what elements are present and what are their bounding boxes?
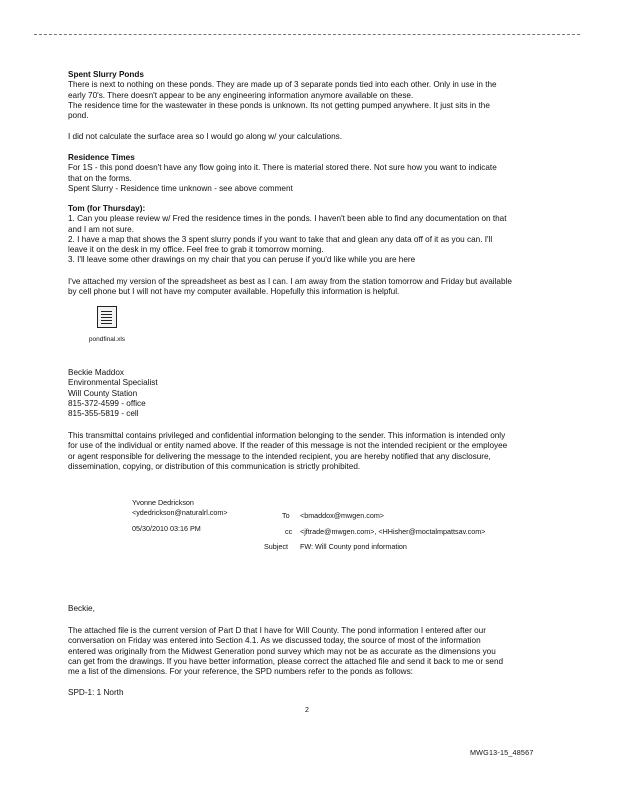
body-line: There is next to nothing on these ponds. They are made up of 3 separate ponds tied into each other. Only in use in the — [68, 80, 497, 90]
body-line: 2. I have a map that shows the 3 spent slurry ponds if you want to take that and glean any data off of it as you can. I'll — [68, 234, 493, 244]
sender-name: Yvonne Dedrickson — [132, 498, 194, 507]
signature-line: 815-355-5819 - cell — [68, 409, 139, 419]
signature-line: Environmental Specialist — [68, 378, 158, 388]
section-heading: Spent Slurry Ponds — [68, 70, 144, 79]
signature-line: 815-372-4599 - office — [68, 398, 146, 408]
body-line: pond. — [68, 111, 89, 121]
body-line: and I am not sure. — [68, 224, 134, 234]
body-line: entered was originally from the Midwest Generation pond survey which may not be as accurate as the dimensions you — [68, 646, 496, 656]
to-value[interactable]: <bmaddox@mwgen.com> — [300, 511, 385, 520]
section-heading: Residence Times — [68, 153, 135, 162]
spd-line: SPD-1: 1 North — [68, 688, 124, 697]
sent-datetime: 05/30/2010 03:16 PM — [132, 524, 201, 533]
residence-times-section — [68, 153, 548, 194]
body-line: can get from the drawings. If you have better information, please correct the attached file and send it back to me or send — [68, 656, 504, 666]
body-line: me a list of the dimensions. For your reference, the SPD numbers refer to the ponds as follows: — [68, 667, 413, 677]
body-line: 1. Can you please review w/ Fred the residence times in the ponds. I haven't been able to find any documentation on that — [68, 214, 507, 224]
disclaimer-line: or agent responsible for delivering the message to the intended recipient, you are hereby notified that any disclosure, — [68, 451, 491, 461]
body-line: The attached file is the current version of Part D that I have for Will County. The pond information I entered after our — [68, 626, 486, 635]
spreadsheet-file-icon[interactable] — [97, 306, 117, 328]
sender-email[interactable]: <ydedrickson@naturalrl.com> — [132, 508, 228, 517]
page-number: 2 — [305, 707, 309, 714]
attachment-filename[interactable]: pondfinal.xls — [88, 336, 126, 343]
body-line: The residence time for the wastewater in these ponds is unknown. Its not getting pumped anywhere. It just sits in the — [68, 100, 490, 110]
body-line: Spent Slurry - Residence time unknown - see above comment — [68, 183, 293, 193]
subject-value: FW: Will County pond information — [300, 542, 407, 551]
attachment[interactable] — [82, 306, 132, 344]
signature-line: Will County Station — [68, 388, 138, 398]
scan-artifact-line — [34, 34, 580, 41]
body-line: I've attached my version of the spreadsheet as best as I can. I am away from the station tomorrow and Friday but available — [68, 277, 512, 286]
body-line: I did not calculate the surface area so I would go along w/ your calculations. — [68, 132, 342, 141]
reply-greeting — [68, 604, 548, 614]
disclaimer-line: dissemination, copying, or distribution of this communication is strictly prohibited. — [68, 461, 361, 471]
cc-label: cc — [285, 527, 293, 536]
to-label: To — [282, 511, 290, 520]
tom-section — [68, 204, 548, 266]
section-heading: Tom (for Thursday): — [68, 204, 146, 213]
subject-label: Subject — [264, 542, 288, 551]
reply-body — [68, 626, 548, 677]
body-line: early 70's. There doesn't appear to be any engineering information anymore available on these. — [68, 90, 414, 100]
body-line: 3. I'll leave some other drawings on my chair that you can peruse if you'd like while you are here — [68, 255, 416, 265]
greeting-line: Beckie, — [68, 604, 95, 613]
body-line: that on the forms. — [68, 173, 132, 183]
spreadsheet-note — [68, 277, 548, 298]
body-line: conversation on Friday was entered into Section 4.1. As we discussed today, the source of most of the information — [68, 636, 481, 646]
calculation-note — [68, 132, 548, 142]
spd-list — [68, 688, 548, 698]
signature-line: Beckie Maddox — [68, 368, 124, 377]
cc-value[interactable]: <jftrade@mwgen.com>, <HHisher@moctalmpattsav.com> — [300, 527, 486, 536]
body-line: For 1S - this pond doesn't have any flow going into it. There is material stored there. Not sure how you want to indicate — [68, 163, 497, 173]
signature-block — [68, 368, 548, 419]
body-line: leave it on the desk in my office. Feel free to grab it tomorrow morning. — [68, 245, 324, 255]
bates-number: MWG13-15_48567 — [470, 748, 534, 757]
confidentiality-disclaimer — [68, 431, 548, 472]
body-line: by cell phone but I will not have my computer available. Hopefully this information is helpful. — [68, 287, 400, 297]
disclaimer-line: for use of the individual or entity named above. If the reader of this message is not the intended recipient or the employee — [68, 441, 508, 451]
disclaimer-line: This transmittal contains privileged and confidential information belonging to the sender. This information is intended only — [68, 431, 506, 440]
spent-slurry-section — [68, 70, 548, 121]
